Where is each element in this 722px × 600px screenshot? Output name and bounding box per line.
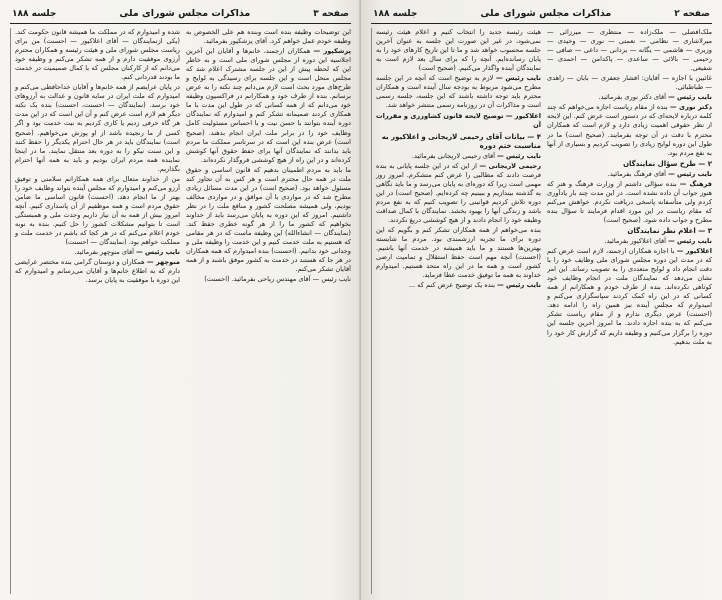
speech-text: از این که در این جلسه پایانی به بنده فرصت دادند که مطالبی را عرض کنم متشکرم. امروز روز مهمی است زیرا که دوره‌ای به پایان می‌رسد و ما باید نگاهی به گذشته بیندازیم و ببینیم چه کرده‌ایم. (صحیح است) در این دوره تلاش کردیم قوانینی را تصویب کنیم که به نفع مردم باشد و زندگی آنها را بهبود بخشد. نمایندگان با کمال صداقت وظیفه خود را انجام دادند و از هیچ کوششی دریغ نکردند. xyxy=(376,161,541,224)
speech-text: لازم به توضیح است که آنچه در این جلسه مطرح می‌شود مربوط به بودجه سال آینده است و همکاران محترم باید توجه داشته باشند که این جلسه، جلسه رسمی است و مذاکرات آن در روزنامه رسمی منتشر خواهد شد. xyxy=(376,74,541,110)
speaker-name: دکتر نوری — xyxy=(669,103,712,112)
speaker-name: فرهنگ — xyxy=(679,179,712,188)
speech-text: بنده سؤالی داشتم از وزارت فرهنگ و هنر که هنوز جواب آن داده نشده است. در این مدت چند بار یادآوری کردم ولی متأسفانه پاسخی دریافت نکردم. خواهش می‌کنم که مقام ریاست در این مورد اقدام فرمایند تا سؤال بنده مطرح و جواب داده شود. (صحیح است) xyxy=(547,179,712,224)
speech-text: آقای منوچهر بفرمائید. xyxy=(74,248,134,257)
body-paragraph: نایب رئیس — آقای مهندس ریاحی بفرمائید. (احسنت) xyxy=(204,275,351,284)
journal-title: مذاکرات مجلس شورای ملی xyxy=(119,8,251,19)
column-right xyxy=(186,28,351,594)
speech-paragraph xyxy=(547,237,712,246)
speaker-name: رحیمی لاریجانی — xyxy=(479,161,541,170)
speech-text: با اجازه همکاران ارجمند، لازم است عرض کنم که در مدت این دوره مجلس شورای ملی وظایف خود را با دقت انجام داد و لوایح متعددی را به تصویب رساند. این امر نشان می‌دهد که نمایندگان ملت در انجام وظایف خود کوتاهی نکرده‌اند. بنده از طرف خودم و همکارانم از همه کسانی که در این راه کمک کردند سپاسگزاری می‌کنم و امیدوارم که مجلس آینده نیز همین راه را ادامه دهد. (احسنت) عرض دیگری ندارم و از مقام ریاست تشکر می‌کنم که به بنده اجازه دادند. ما امروز آخرین جلسه این دوره را برگزار می‌کنیم و وظیفه داریم که گزارش کار خود را به ملت بدهیم. xyxy=(547,247,712,346)
speaker-name: نایب رئیس — xyxy=(495,74,541,83)
speech-text: بنده یک توضیح عرض کنم که ... xyxy=(408,281,495,290)
page-label: صفحه ۳ xyxy=(313,9,349,19)
speech-paragraph xyxy=(376,74,541,110)
text-columns xyxy=(10,28,351,594)
text-columns xyxy=(371,28,712,594)
speaker-name: نایب رئیس — xyxy=(497,151,541,160)
session-number: جلسه ۱۸۸ xyxy=(12,9,57,19)
column-left xyxy=(10,28,180,594)
agenda-line: اعلاکیور — توضیح لایحه قانون کشاورزی و مقررات آن xyxy=(376,112,541,130)
body-paragraph: این توضیحات وظیفه بنده است وبنده هم علی الخصوص به وظیفه خودم عمل خواهم کرد. آقای پزشکپور بفرمائید. xyxy=(186,28,351,46)
section-heading: ۴ — بیانات آقای رحیمی لاریجانی و اعلاکیور به مناسبت ختم دوره xyxy=(381,132,541,150)
speech-paragraph xyxy=(15,258,180,285)
speaker-name: نایب رئیس — xyxy=(136,248,180,257)
column-right xyxy=(547,28,712,594)
body-paragraph: من از خداوند متعال برای همه همکارانم سلامتی و توفیق آرزو می‌کنم و امیدوارم که مجلس آینده بتواند وظایف خود را بهتر از ما انجام دهد. (احسنت) قانون اساسی ما ضامن حقوق مردم است و همه موظفیم از آن پاسداری کنیم. آنچه امروز بیش از همه به آن نیاز داریم وحدت ملی و همبستگی است تا بتوانیم مشکلات کشور را حل کنیم. بنده به نوبه خودم اعلام می‌کنم که در هر کجا که باشم در خدمت ملت و مملکت خواهم بود. (نمایندگان — احسنت) xyxy=(15,174,180,247)
speech-paragraph xyxy=(186,47,351,165)
running-header xyxy=(10,8,351,24)
page-label: صفحه ۲ xyxy=(674,9,710,19)
journal-title: مذاکرات مجلس شورای ملی xyxy=(480,8,612,19)
body-paragraph: ملک‌افضلی — ملک‌زاده — منتظری — میرزائی — میرلاشاری — نظامی — نعمتی — نوری — وحیدی — وزیری — هاشمی — یگانه — یزدانی — داعی — صافی — رحیمی — بالائی — ساعدی — پاکدامن — احمدی — شفیعی. xyxy=(547,28,712,73)
speech-text: آقای دکتر نوری بفرمائید. xyxy=(598,93,666,102)
body-paragraph: ما باید به مردم اطمینان بدهیم که قانون اساسی و حقوق ملت در همه حال محترم است و هر کس به آن تجاوز کند مسئول خواهد بود. (صحیح است) در این مدت مسائل زیادی مطرح شد که در مواردی با آن موافق و در مواردی مخالف بودیم، ولی همیشه مصلحت کشور و منافع ملت را در نظر داشتیم. امروز که این دوره به پایان می‌رسد باید از خداوند بخواهیم که کشور ما را از هر گونه خطری حفظ کند. (نمایندگان — انشاءالله) این وظیفه ماست که در هر مقامی که هستیم به ملت خدمت کنیم و این خدمت را وظیفه ملی و وجدانی خود بدانیم. (احسنت) بنده امیدوارم که همه همکاران در هر جا که هستند در خدمت به کشور موفق باشند و از همه آقایان تشکر می‌کنم. xyxy=(186,165,351,274)
speech-paragraph xyxy=(547,247,712,347)
speech-text: آقای رحیمی لاریجانی بفرمائید. xyxy=(411,151,495,160)
session-number: جلسه ۱۸۸ xyxy=(373,9,418,19)
speech-paragraph xyxy=(547,180,712,225)
section-heading: ۳ — اعلام نظر نمایندگان xyxy=(627,226,712,235)
speech-paragraph xyxy=(376,281,541,290)
speaker-name: منوچهر — xyxy=(146,258,180,267)
speaker-name: اعلاکیور — xyxy=(676,247,712,256)
column-left xyxy=(371,28,541,594)
speech-text: آقای اعلاکیور بفرمائید. xyxy=(604,237,666,246)
speech-paragraph xyxy=(376,152,541,161)
speech-paragraph xyxy=(547,170,712,179)
section-heading: ۲ — طرح سؤال نمایندگان xyxy=(623,159,712,168)
speech-paragraph xyxy=(547,93,712,102)
body-paragraph: در پایان عرایضم از همه خانم‌ها و آقایان خداحافظی می‌کنم و امیدوارم که ملت ایران در سایه قانون و عدالت به آرزوهای خود برسد. (نمایندگان — احسنت، احسنت) بنده یک نکته دیگر هم لازم است عرض کنم و آن این است که در این مدت هر گاه حرفی زدیم یا کاری کردیم به نیت خدمت بود و اگر کسی از ما رنجیده باشد از او پوزش می‌خواهیم. (صحیح است) نمایندگان باید در هر حال احترام یکدیگر را حفظ کنند و این سنت نیکو را به دوره بعد منتقل نمایند. ما در اینجا نماینده همه مردم ایران بودیم و باید به همه آنها احترام بگذاریم. xyxy=(15,83,180,173)
speech-text: همکاران ارجمند، خانم‌ها و آقایان این آخرین اجلاسیه این دوره از مجلس شورای ملی است و به خاطر این که لحظه پیش از این در جلسه مشترک اعلام شد که مجلس منحل است و این جلسه برای رسیدگی به لوایح و طرح‌های مورد بحث است لازم می‌دانم چند نکته را به عرض برسانم. بنده از طرف خود و همکارانم در فراکسیون وظیفه خود می‌دانم که از همه کسانی که در طول این مدت با ما همکاری کردند صمیمانه تشکر کنم و امیدوارم که نمایندگان دوره آینده بتوانند با حسن نیت و با احساس مسئولیت کامل وظایف خود را در برابر ملت ایران انجام بدهند. (صحیح است) عرض بنده این است که در سرتاسر مملکت ما مردم باید بدانند که نمایندگان آنها برای حفظ حقوق آنها کوشش کرده‌اند و در این راه از هیچ کوششی فروگذار نکرده‌اند. xyxy=(186,47,351,164)
speaker-name: پزشکپور — xyxy=(313,47,351,56)
speaker-name: نایب رئیس — xyxy=(497,281,541,290)
speaker-name: نایب رئیس — xyxy=(668,93,712,102)
speaker-name: نایب رئیس — xyxy=(668,237,712,246)
speech-paragraph xyxy=(547,103,712,157)
body-paragraph: هیئت رئیسه جدید را انتخاب کنیم و اعلام هیئت رئیسه نمی‌شود، در غیر این صورت این جلسه به عنوان آخرین جلسه محسوب خواهد شد و ما تا این تاریخ کارهای خود را به پایان رسانده‌ایم. آنچه را که برای سال بعد لازم است به نمایندگان آینده واگذار می‌کنیم. (صحیح است) xyxy=(376,28,541,73)
body-paragraph: غائبین با اجازه — آقایان: افشار جعفری — بابان — زاهدی — طباطبائی. xyxy=(547,74,712,92)
speech-paragraph xyxy=(15,248,180,257)
speaker-name: نایب رئیس — xyxy=(668,169,712,178)
right-page xyxy=(361,0,722,600)
speech-text: بنده از مقام ریاست اجازه می‌خواهم که چند کلمه درباره لایحه‌ای که در دستور است عرض کنم. این لایحه از نظر حقوقی اهمیت زیادی دارد و لازم است که همکاران محترم با دقت در آن توجه بفرمایند. (صحیح است) ما در طول این دوره لوایح زیادی را تصویب کردیم و بسیاری از آنها به نفع مردم بود. xyxy=(547,103,712,157)
speech-paragraph xyxy=(376,162,541,225)
speech-text: همکاران و دوستان گرامی بنده مختصر عرایضی دارم که به اطلاع خانم‌ها و آقایان می‌رسانم و امیدوارم که این دوره با موفقیت به پایان برسد. xyxy=(15,258,180,285)
body-paragraph: شده و امیدوارم که در مملکت ما همیشه قانون حکومت کند. (یکی ازنمایندگان — آقای اعلاکیور — احسنت) من برای ریاست مجلس شورای ملی و هیئت رئیسه و همکاران محترم آرزوی موفقیت دارم و از همه تشکر می‌کنم و وظیفه خود می‌دانم که از کارکنان مجلس که با کمال صمیمیت در خدمت ما بودند قدردانی کنم. xyxy=(15,28,180,82)
body-paragraph: بنده می‌خواهم از همه همکاران تشکر کنم و بگویم که این دوره برای ما تجربه ارزشمندی بود. مردم ما شایسته بهترین‌ها هستند و ما باید همیشه در خدمت آنها باشیم. (احسنت) آنچه مهم است حفظ استقلال و تمامیت ارضی کشور است و همه ما در این راه متحد هستیم. امیدوارم خداوند به همه ما توفیق خدمت عطا فرماید. xyxy=(376,225,541,280)
running-header xyxy=(371,8,712,24)
speech-text: آقای فرهنگ بفرمائید. xyxy=(607,169,666,178)
